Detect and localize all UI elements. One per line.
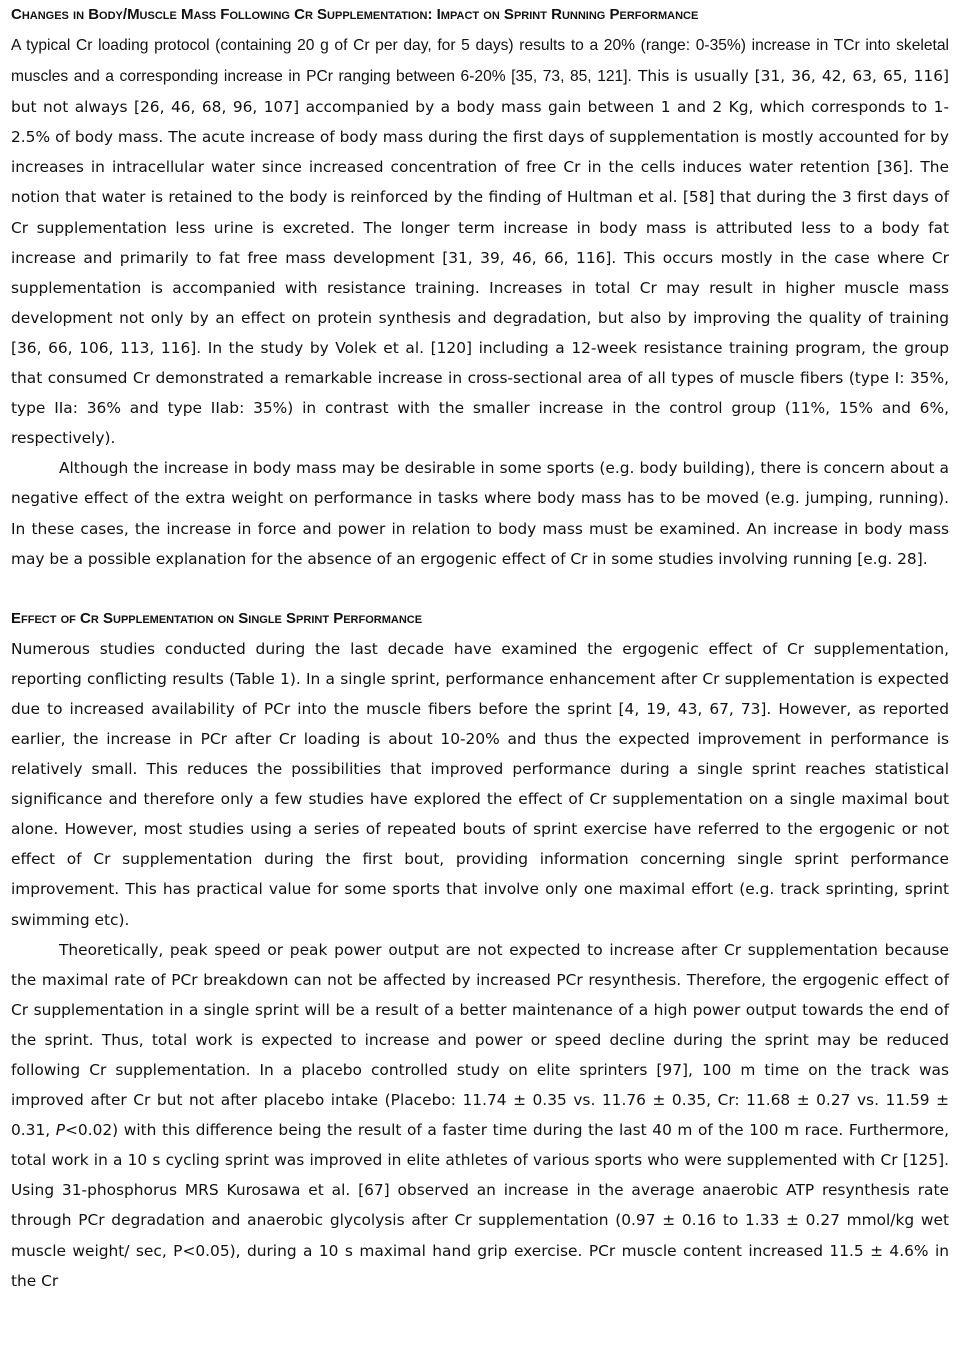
paragraph-single-sprint-2-a: Theoretically, peak speed or peak power output are not expected to increase after Cr supplementation because the maximal rate of PCr breakdown can not be affected by increased PCr resynthesis. Therefore, the ergogenic effect of Cr supplementation in a single sprint will be a result of a better maintenance of a high power output towards the end of the sprint. Thus, total work is expected to increase and power or speed decline during the sprint may be reduced following Cr supplementation. In a placebo controlled study on elite sprinters [97], 100 m time on the track was improved after Cr but not after placebo intake (Placebo: 11.74 ± 0.35 vs. 11.76 ± 0.35, Cr: 11.68 ± 0.27 vs. 11.59 ± 0.31, — [11, 940, 949, 1140]
p-value-symbol: P — [55, 1121, 66, 1140]
paragraph-body-mass-1-body: This is usually [31, 36, 42, 63, 65, 116] but not always [26, 46, 68, 96, 107] accompanied by a body mass gain between 1 and 2 Kg, which corresponds to 1-2.5% of body mass. The acute increase of body mass during the first days of supplementation is mostly accounted for by increases in intracellular water since increased concentration of free Cr in the cells induces water retention [36]. The notion that water is retained to the body is reinforced by the finding of Hultman et al. [58] that during the 3 first days of Cr supplementation less urine is excreted. The longer term increase in body mass is attributed less to a body fat increase and primarily to fat free mass development [31, 39, 46, 66, 116]. This occurs mostly in the case where Cr supplementation is accompanied with resistance training. Increases in total Cr may result in higher muscle mass development not only by an effect on protein synthesis and degradation, but also by improving the quality of training [36, 66, 106, 113, 116]. In the study by Volek et al. [120] including a 12-week resistance training program, the group that consumed Cr demonstrated a remarkable increase in cross-sectional area of all types of muscle fibers (type I: 35%, type IIa: 36% and type IIab: 35%) in contrast with the smaller increase in the control group (11%, 15% and 6%, respectively). — [11, 67, 949, 448]
document-page — [11, 0, 949, 1296]
paragraph-single-sprint-2 — [11, 935, 949, 1296]
paragraph-body-mass-2: Although the increase in body mass may be desirable in some sports (e.g. body building), there is concern about a negative effect of the extra weight on performance in tasks where body mass has to be moved (e.g. jumping, running). In these cases, the increase in force and power in relation to body mass must be examined. An increase in body mass may be a possible explanation for the absence of an ergogenic effect of Cr in some studies involving running [e.g. 28]. — [11, 459, 949, 568]
paragraph-body-mass-1 — [11, 30, 949, 453]
section-heading-single-sprint: Effect of Cr Supplementation on Single Sprint Performance — [11, 609, 423, 627]
paragraph-single-sprint-2-b: <0.02) with this difference being the result of a faster time during the last 40 m of the 100 m race. Furthermore, total work in a 10 s cycling sprint was improved in elite athletes of various sports who were supplemented with Cr [125]. Using 31-phosphorus MRS Kurosawa et al. [67] observed an increase in the average anaerobic ATP resynthesis rate through PCr degradation and anaerobic glycolysis after Cr supplementation (0.97 ± 0.16 to 1.33 ± 0.27 mmol/kg wet muscle weight/ sec, P<0.05), during a 10 s maximal hand grip exercise. PCr muscle content increased 11.5 ± 4.6% in the Cr — [11, 1121, 949, 1290]
section-gap — [11, 574, 949, 604]
paragraph-body-mass-1-lead: A typical Cr loading protocol (containing 20 g of Cr per day, for 5 days) results to a 20% (range: 0-35%) increase in TCr into skeletal muscles and a corresponding increase in PCr ranging between 6-20% [35, 73, 85, 121]. — [11, 37, 949, 86]
section-heading-body-mass: Changes in Body/Muscle Mass Following Cr Supplementation: Impact on Sprint Running Performance — [11, 6, 699, 23]
paragraph-single-sprint-1: Numerous studies conducted during the last decade have examined the ergogenic effect of Cr supplementation, reporting conflicting results (Table 1). In a single sprint, performance enhancement after Cr supplementation is expected due to increased availability of PCr into the muscle fibers before the sprint [4, 19, 43, 67, 73]. However, as reported earlier, the increase in PCr after Cr loading is about 10-20% and thus the expected improvement in performance is relatively small. This reduces the possibilities that improved performance during a single sprint reaches statistical significance and therefore only a few studies have explored the effect of Cr supplementation on a single maximal bout alone. However, most studies using a series of repeated bouts of sprint exercise have referred to the ergogenic or not effect of Cr supplementation during the first bout, providing information concerning single sprint performance improvement. This has practical value for some sports that involve only one maximal effort (e.g. track sprinting, sprint swimming etc). — [11, 639, 949, 929]
